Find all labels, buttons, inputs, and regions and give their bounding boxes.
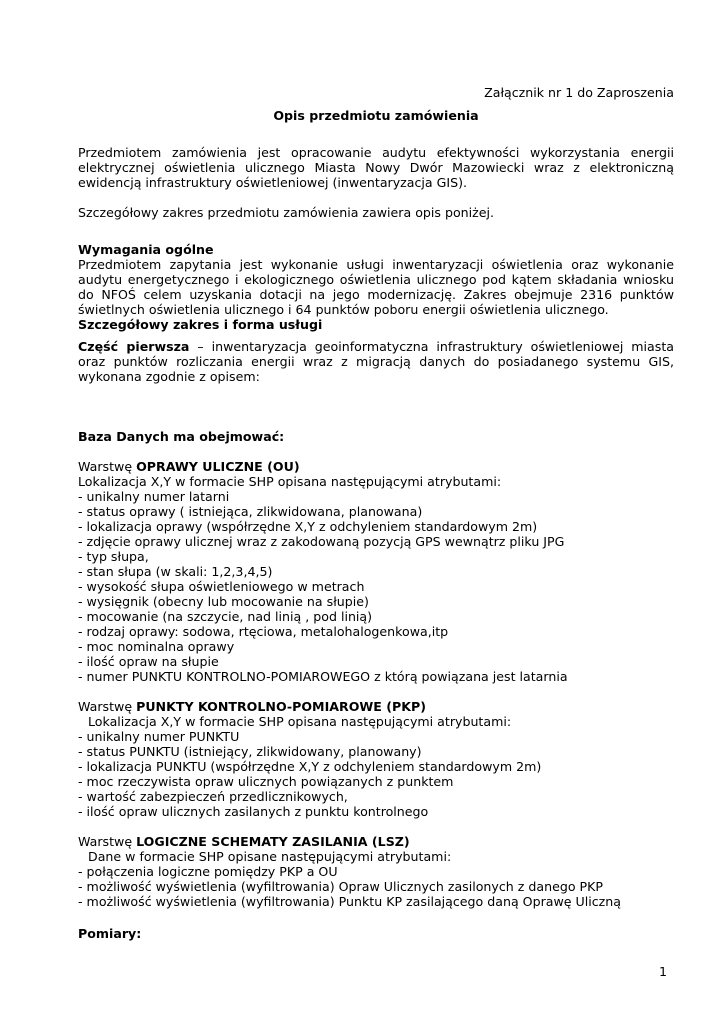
list-item: - status PUNKTU (istniejący, zlikwidowany, planowany) — [78, 744, 422, 759]
layer-pkp-name: PUNKTY KONTROLNO-POMIAROWE (PKP) — [136, 699, 427, 714]
layer-prefix: Warstwę — [78, 834, 137, 849]
layer-pkp-subtitle: Lokalizacja X,Y w formacie SHP opisana następującymi atrybutami: — [88, 714, 512, 729]
list-item: - wartość zabezpieczeń przedlicznikowych, — [78, 789, 348, 804]
layer-lsz-name: LOGICZNE SCHEMATY ZASILANIA (LSZ) — [136, 834, 410, 849]
scope-note: Szczegółowy zakres przedmiotu zamówienia zawiera opis poniżej. — [78, 205, 495, 220]
list-item: - połączenia logiczne pomiędzy PKP a OU — [78, 864, 338, 879]
list-item: - numer PUNKTU KONTROLNO-POMIAROWEGO z którą powiązana jest latarnia — [78, 669, 568, 684]
layer-lsz-section — [78, 834, 674, 909]
list-item: - ilość opraw ulicznych zasilanych z punktu kontrolnego — [78, 804, 429, 819]
layer-pkp-attributes — [78, 729, 674, 819]
list-item: - zdjęcie oprawy ulicznej wraz z zakodowaną pozycją GPS wewnątrz pliku JPG — [78, 534, 565, 549]
list-item: - możliwość wyświetlenia (wyfiltrowania) Punktu KP zasilającego daną Oprawę Uliczną — [78, 894, 621, 909]
list-item: - możliwość wyświetlenia (wyfiltrowania) Opraw Ulicznych zasilonych z danego PKP — [78, 879, 603, 894]
list-item: - lokalizacja PUNKTU (współrzędne X,Y z odchyleniem standardowym 2m) — [78, 759, 542, 774]
list-item: - rodzaj oprawy: sodowa, rtęciowa, metalohalogenkowa,itp — [78, 624, 449, 639]
document-page — [78, 85, 674, 941]
general-requirements-section — [78, 242, 674, 332]
list-item: - wysokość słupa oświetleniowego w metrach — [78, 579, 365, 594]
list-item: - unikalny numer latarni — [78, 489, 230, 504]
list-item: - stan słupa (w skali: 1,2,3,4,5) — [78, 564, 273, 579]
measurements-heading: Pomiary: — [78, 926, 142, 941]
list-item: - status oprawy ( istniejąca, zlikwidowana, planowana) — [78, 504, 423, 519]
list-item: - mocowanie (na szczycie, nad linią , pod linią) — [78, 609, 373, 624]
detailed-scope-heading: Szczegółowy zakres i forma usługi — [78, 317, 323, 332]
general-requirements-text: Przedmiotem zapytania jest wykonanie usługi inwentaryzacji oświetlenia oraz wykonanie audytu energetycznego i ekologicznego oświetlenia ulicznego pod kątem składania wniosku do NFOŚ celem uzyskania dotacji na jego modernizację. Zakres obejmuje 2316 punktów świetlnych oświetlenia ulicznego i 64 punktów poboru energii oświetlenia ulicznego. — [78, 257, 674, 317]
layer-pkp-title — [78, 699, 674, 714]
part-one-paragraph — [78, 339, 674, 384]
part-one-text: – inwentaryzacja geoinformatyczna infrastruktury oświetleniowej miasta oraz punktów rozliczania energii wraz z migracją danych do posiadanego systemu GIS, wykonana zgodnie z opisem: — [78, 339, 674, 384]
document-title: Opis przedmiotu zamówienia — [273, 108, 479, 123]
intro-paragraph: Przedmiotem zamówienia jest opracowanie audytu efektywności wykorzystania energii elektrycznej oświetlenia ulicznego Miasta Nowy Dwór Mazowiecki wraz z elektroniczną ewidencją infrastruktury oświetleniowej (inwentaryzacja GIS). — [78, 145, 674, 190]
layer-pkp-section — [78, 699, 674, 819]
list-item: - moc nominalna oprawy — [78, 639, 235, 654]
layer-prefix: Warstwę — [78, 699, 137, 714]
layer-prefix: Warstwę — [78, 459, 137, 474]
general-requirements-heading: Wymagania ogólne — [78, 242, 214, 257]
layer-ou-title — [78, 459, 674, 474]
list-item: - moc rzeczywista opraw ulicznych powiązanych z punktem — [78, 774, 454, 789]
layer-ou-name: OPRAWY ULICZNE (OU) — [136, 459, 300, 474]
layer-ou-attributes — [78, 489, 674, 684]
list-item: - typ słupa, — [78, 549, 149, 564]
list-item: - unikalny numer PUNKTU — [78, 729, 240, 744]
layer-lsz-subtitle: Dane w formacie SHP opisane następującymi atrybutami: — [88, 849, 452, 864]
list-item: - ilość opraw na słupie — [78, 654, 219, 669]
list-item: - lokalizacja oprawy (współrzędne X,Y z odchyleniem standardowym 2m) — [78, 519, 538, 534]
part-one-label: Część pierwsza — [78, 339, 190, 354]
layer-ou-subtitle: Lokalizacja X,Y w formacie SHP opisana następującymi atrybutami: — [78, 474, 502, 489]
layer-lsz-attributes — [78, 864, 674, 909]
list-item: - wysięgnik (obecny lub mocowanie na słupie) — [78, 594, 369, 609]
annex-label: Załącznik nr 1 do Zaproszenia — [484, 85, 674, 100]
layer-lsz-title — [78, 834, 674, 849]
layer-ou-section — [78, 459, 674, 684]
database-heading: Baza Danych ma obejmować: — [78, 429, 285, 444]
page-number: 1 — [659, 964, 668, 979]
